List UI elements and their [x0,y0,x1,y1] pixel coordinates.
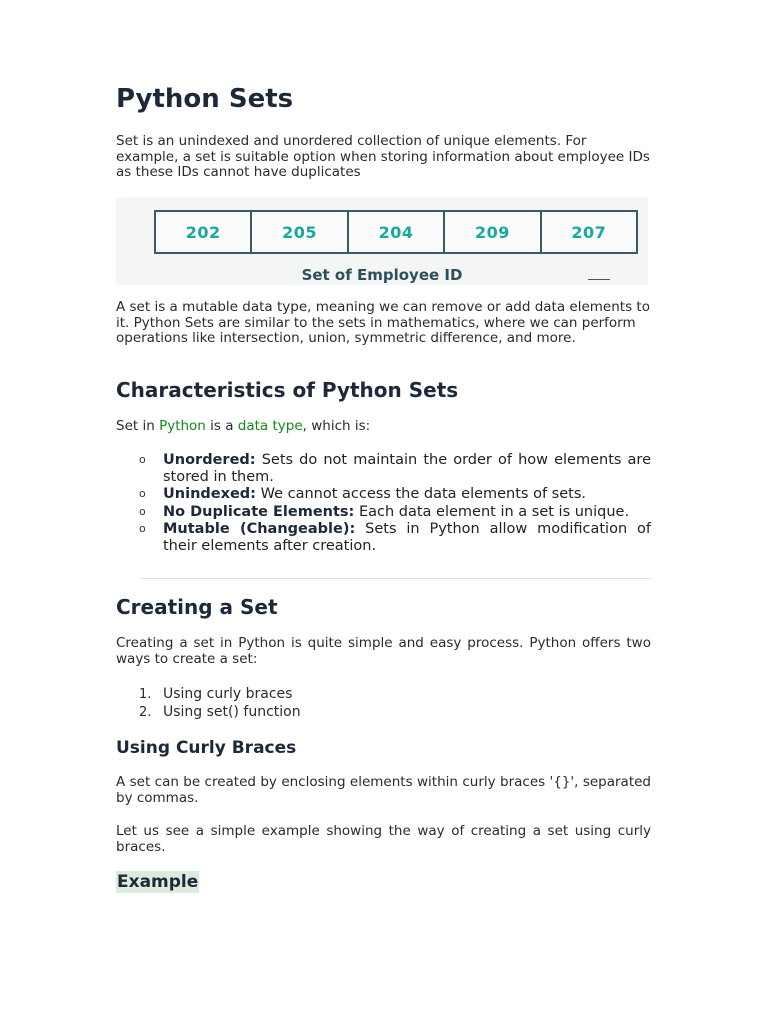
curly-paragraph-2: Let us see a simple example showing the way of creating a set using curly braces. [116,823,651,855]
item-text: Each data element in a set is unique. [354,503,630,520]
python-link[interactable]: Python [159,418,206,434]
characteristics-lead [116,419,651,435]
lead-text: Set in [116,418,160,434]
figure-caption: Set of Employee ID [301,266,463,284]
employee-id-row [154,210,638,254]
item-number: 1. [139,687,152,702]
creating-paragraph: Creating a set in Python is quite simple and easy process. Python offers two ways to create a set: [116,635,651,667]
item-text: Sets do not maintain the order of how elements are stored in them. [163,452,651,485]
item-text: Using set() function [163,703,301,720]
example-label: Example [117,872,199,892]
bullet-icon: o [139,504,146,518]
curly-paragraph-1: A set can be created by enclosing elements within curly braces '{}', separated by commas. [116,774,651,806]
figure-decoration [588,279,610,280]
item-text: We cannot access the data elements of sets. [255,486,587,502]
employee-id-figure [116,197,648,285]
employee-id-cell: 204 [349,212,445,252]
characteristics-list [116,452,651,555]
list-item [116,686,651,704]
list-item [116,486,651,503]
item-term: Unordered: [163,452,256,468]
characteristics-heading: Characteristics of Python Sets [116,378,459,402]
employee-id-cell: 205 [252,212,348,252]
list-item [116,521,651,554]
curly-braces-heading: Using Curly Braces [116,738,297,758]
employee-id-cell: 209 [445,212,541,252]
employee-id-cell: 202 [156,212,252,252]
ways-list [116,686,651,721]
item-number: 2. [139,704,152,720]
lead-text: , which is: [302,418,371,434]
list-item [116,704,651,722]
bullet-icon: o [139,522,146,535]
bullet-icon: o [139,487,146,500]
item-term: Mutable (Changeable): [163,521,356,537]
item-term: No Duplicate Elements: [163,503,355,520]
creating-heading: Creating a Set [116,595,278,619]
item-term: Unindexed: [163,486,256,502]
intro-paragraph: Set is an unindexed and unordered collection of unique elements. For example, a set is suitable option when storing information about employee IDs as these IDs cannot have duplicates [116,133,650,180]
data-type-link[interactable]: data type [237,418,303,434]
item-text: Sets in Python allow modification of their elements after creation. [163,521,651,554]
item-text: Using curly braces [163,686,293,702]
bullet-icon: o [139,453,146,466]
list-item [116,452,651,485]
mutable-paragraph: A set is a mutable data type, meaning we can remove or add data elements to it. Python Sets are similar to the sets in mathematics, where we can perform operations like intersection, union, symmetric difference, and more. [116,299,650,346]
list-item [116,504,651,521]
section-divider [140,578,651,579]
employee-id-cell: 207 [571,222,607,242]
lead-text: is a [205,418,238,434]
page-title: Python Sets [116,84,294,114]
